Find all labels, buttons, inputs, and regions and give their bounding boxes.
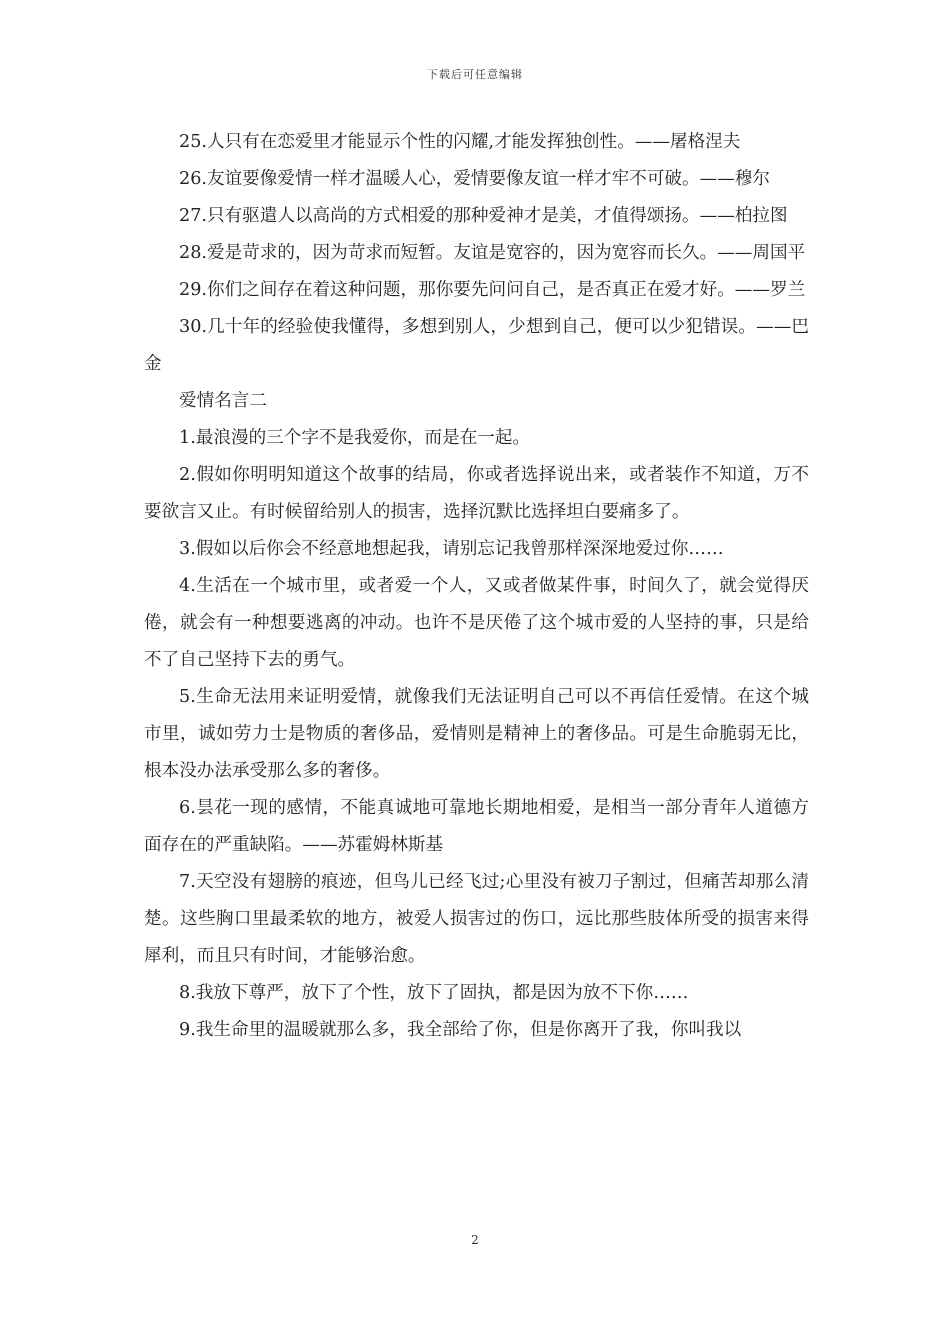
quote-paragraph: 27.只有驱遣人以高尚的方式相爱的那种爱神才是美，才值得颂扬。——柏拉图 <box>179 206 788 226</box>
quote-paragraph: 2.假如你明明知道这个故事的结局，你或者选择说出来，或者装作不知道，万不要欲言又止。有时候留给别人的损害，选择沉默比选择坦白要痛多了。 <box>144 465 809 522</box>
quote-paragraph: 6.昙花一现的感情，不能真诚地可靠地长期地相爱，是相当一部分青年人道德方面存在的严重缺陷。——苏霍姆林斯基 <box>144 798 809 855</box>
quote-paragraph: 29.你们之间存在着这种问题，那你要先问问自己，是否真正在爱才好。——罗兰 <box>179 280 806 300</box>
quote-paragraph: 30.几十年的经验使我懂得，多想到别人，少想到自己，便可以少犯错误。——巴金 <box>144 317 809 374</box>
quote-paragraph: 1.最浪漫的三个字不是我爱你，而是在一起。 <box>179 428 531 448</box>
quote-paragraph: 26.友谊要像爱情一样才温暖人心，爱情要像友谊一样才牢不可破。——穆尔 <box>179 169 770 189</box>
quote-paragraph: 9.我生命里的温暖就那么多，我全部给了你，但是你离开了我，你叫我以 <box>179 1020 742 1040</box>
quote-paragraph: 4.生活在一个城市里，或者爱一个人，又或者做某件事，时间久了，就会觉得厌倦，就会有一种想要逃离的冲动。也许不是厌倦了这个城市爱的人坚持的事，只是给不了自己坚持下去的勇气。 <box>144 576 809 670</box>
quote-paragraph: 5.生命无法用来证明爱情，就像我们无法证明自己可以不再信任爱情。在这个城市里，诚如劳力士是物质的奢侈品，爱情则是精神上的奢侈品。可是生命脆弱无比，根本没办法承受那么多的奢侈。 <box>144 687 809 781</box>
quote-paragraph: 7.天空没有翅膀的痕迹，但鸟儿已经飞过;心里没有被刀子割过，但痛苦却那么清楚。这些胸口里最柔软的地方，被爱人损害过的伤口，远比那些肢体所受的损害来得犀利，而且只有时间，才能够治愈。 <box>144 872 809 966</box>
quote-paragraph: 8.我放下尊严，放下了个性，放下了固执，都是因为放不下你…… <box>179 983 689 1003</box>
document-body <box>144 124 809 1049</box>
quote-paragraph: 25.人只有在恋爱里才能显示个性的闪耀,才能发挥独创性。——屠格涅夫 <box>179 132 741 152</box>
page-number: 2 <box>471 1233 479 1247</box>
quote-paragraph: 3.假如以后你会不经意地想起我，请别忘记我曾那样深深地爱过你…… <box>179 539 724 559</box>
quote-paragraph: 28.爱是苛求的，因为苛求而短暂。友谊是宽容的，因为宽容而长久。——周国平 <box>179 243 806 263</box>
section-heading: 爱情名言二 <box>179 391 267 411</box>
page-header: 下载后可任意编辑 <box>427 68 523 81</box>
